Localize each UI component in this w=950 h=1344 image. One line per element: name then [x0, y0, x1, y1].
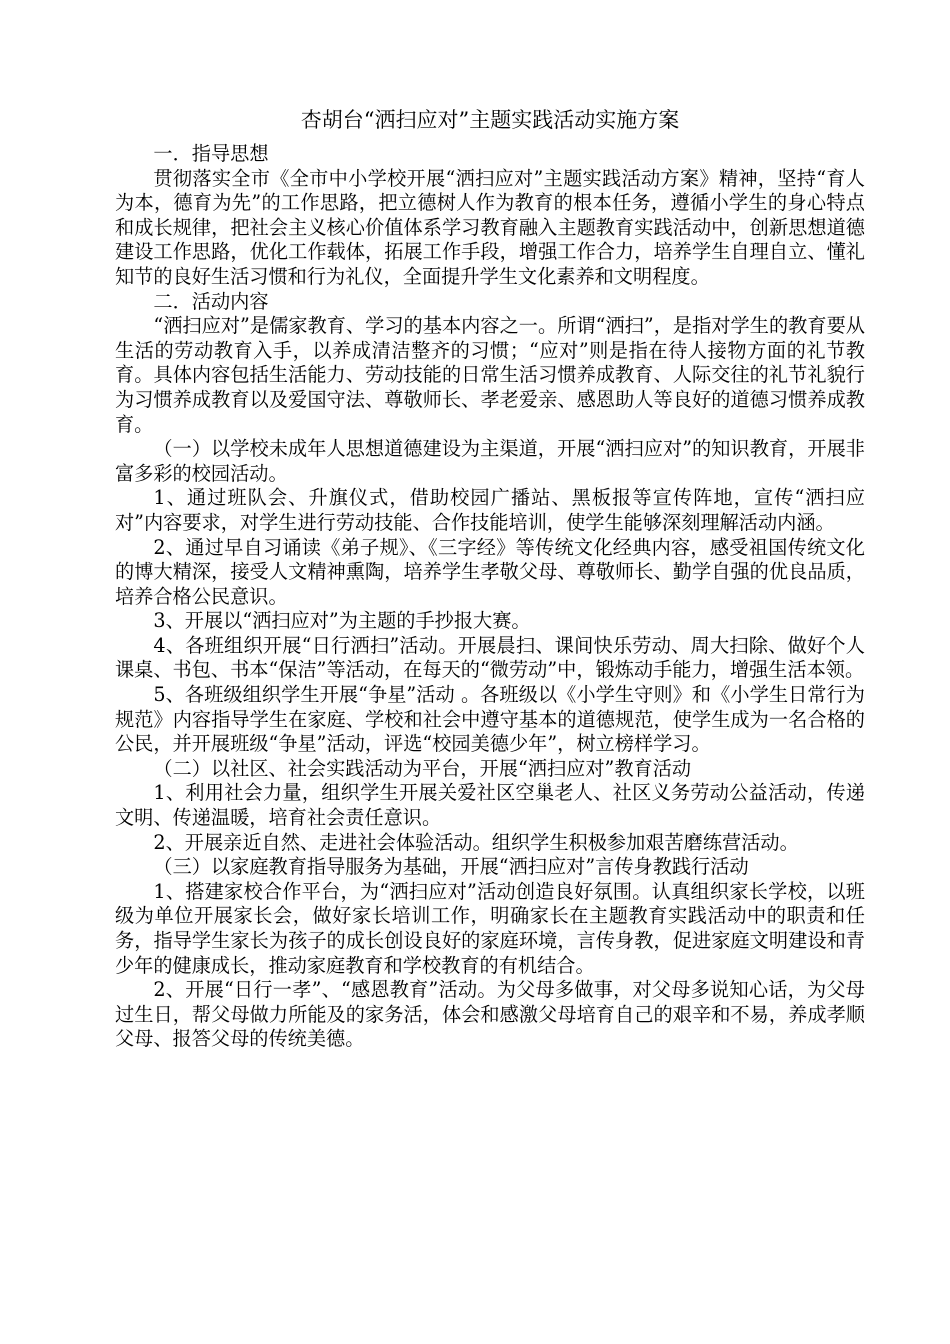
list-item-family-1: 1、搭建家校合作平台，为“洒扫应对”活动创造良好氛围。认真组织家长学校，以班级为单位开展家长会，做好家长培训工作，明确家长在主题教育实践活动中的职责和任务，指导学生家长为孩子的成长创设良好的家庭环境，言传身教，促进家庭文明建设和青少年的健康成长，推动家庭教育和学校教育的有机结合。 [115, 879, 865, 977]
paragraph-guiding-ideology: 贯彻落实全市《全市中小学校开展“洒扫应对”主题实践活动方案》精神，坚持“育人为本，德育为先”的工作思路，把立德树人作为教育的根本任务，遵循小学生的身心特点和成长规律，把社会主义核心价值体系学习教育融入主题教育实践活动中，创新思想道德建设工作思路，优化工作载体，拓展工作手段，增强工作合力，培养学生自理自立、懂礼知节的良好生活习惯和行为礼仪，全面提升学生文化素养和文明程度。 [115, 166, 865, 288]
list-item-school-4: 4、各班组织开展“日行洒扫”活动。开展晨扫、课间快乐劳动、周大扫除、做好个人课桌、书包、书本“保洁”等活动，在每天的“微劳动”中，锻炼动手能力，增强生活本领。 [115, 633, 865, 682]
document-title: 杏胡台“洒扫应对”主题实践活动实施方案 [300, 108, 680, 132]
section-heading-activity-content: 二．活动内容 [153, 289, 269, 313]
paragraph-activity-intro: “洒扫应对”是儒家教育、学习的基本内容之一。所谓“洒扫”，是指对学生的教育要从生活的劳动教育入手，以养成清洁整齐的习惯；“应对”则是指在待人接物方面的礼节教育。具体内容包括生活能力、劳动技能的日常生活习惯养成教育、人际交往的礼节礼貌行为习惯养成教育以及爱国守法、尊敬师长、孝老爱亲、感恩助人等良好的道德习惯养成教育。 [115, 314, 865, 436]
subsection-school-heading: （一）以学校未成年人思想道德建设为主渠道，开展“洒扫应对”的知识教育，开展非富多彩的校园活动。 [115, 437, 865, 485]
list-item-school-2: 2、通过早自习诵读《弟子规》、《三字经》等传统文化经典内容，感受祖国传统文化的博大精深，接受人文精神熏陶，培养学生孝敬父母、尊敬师长、勤学自强的优良品质，培养合格公民意识。 [115, 535, 865, 608]
document-page [115, 106, 865, 1052]
list-item-school-5: 5、各班级组织学生开展“争星”活动 。各班级以《小学生守则》和《小学生日常行为规范》内容指导学生在家庭、学校和社会中遵守基本的道德规范，使学生成为一名合格的公民，并开展班级“争星”活动，评选“校园美德少年”，树立榜样学习。 [115, 683, 865, 756]
subsection-community-heading: （二）以社区、社会实践活动为平台，开展“洒扫应对”教育活动 [153, 756, 692, 780]
section-heading-guiding-ideology: 一．指导思想 [153, 142, 269, 165]
list-item-community-2: 2、开展亲近自然、走进社会体验活动。组织学生积极参加艰苦磨练营活动。 [153, 830, 799, 854]
list-item-family-2: 2、开展“日行一孝”、“感恩教育”活动。为父母多做事，对父母多说知心话，为父母过生日，帮父母做力所能及的家务活，体会和感激父母培育自己的艰辛和不易，养成孝顺父母、报答父母的传统美德。 [115, 978, 865, 1051]
list-item-school-1: 1、通过班队会、升旗仪式，借助校园广播站、黑板报等宣传阵地，宣传“洒扫应对”内容要求，对学生进行劳动技能、合作技能培训，使学生能够深刻理解活动内涵。 [115, 486, 865, 534]
list-item-school-3: 3、开展以“洒扫应对”为主题的手抄报大赛。 [153, 609, 531, 633]
subsection-family-heading: （三）以家庭教育指导服务为基础，开展“洒扫应对”言传身教践行活动 [153, 855, 749, 879]
list-item-community-1: 1、利用社会力量，组织学生开展关爱社区空巢老人、社区义务劳动公益活动，传递文明、传递温暖，培育社会责任意识。 [115, 781, 865, 830]
